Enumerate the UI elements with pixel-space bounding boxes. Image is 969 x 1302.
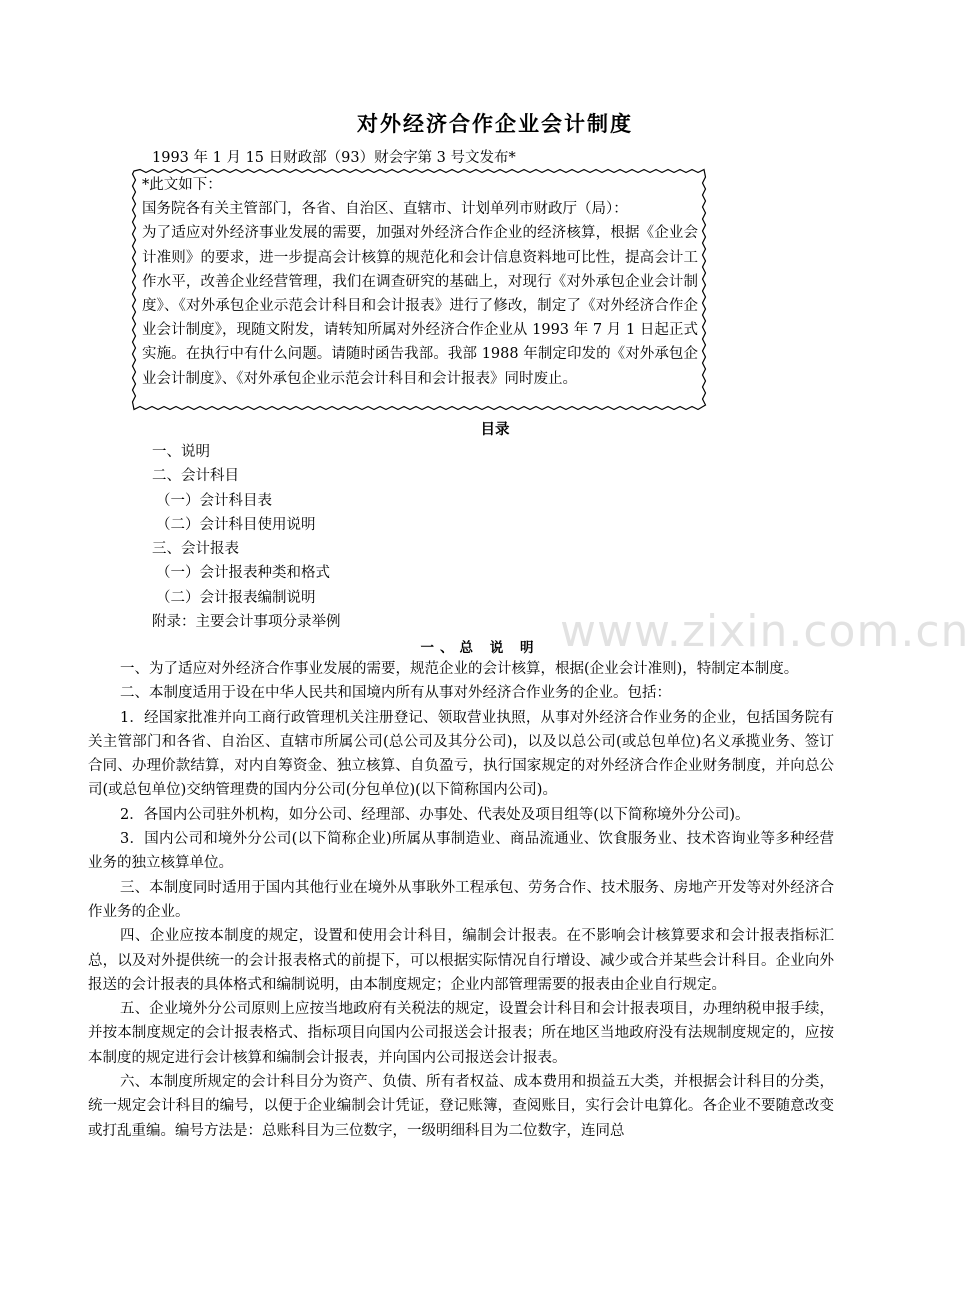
paragraph: 1．经国家批准并向工商行政管理机关注册登记、领取营业执照，从事对外经济合作业务的企业，包括国务院有关主管部门和各省、自治区、直辖市所属公司(总公司及其分公司)，以及以总公司(或总包单位)名义承揽业务、签订合同、办理价款结算，对内自筹资金、独立核算、自负盈亏，执行国家规定的对外经济合作企业财务制度，并向总公司(或总包单位)交纳管理费的国内分公司(分包单位)(以下简称国内公司)。 bbox=[88, 709, 834, 799]
toc-item[interactable]: （二）会计报表编制说明 bbox=[156, 589, 316, 606]
toc-item[interactable]: 二、会计科目 bbox=[152, 468, 239, 485]
paragraph: 二、本制度适用于设在中华人民共和国境内所有从事对外经济合作业务的企业。包括： bbox=[120, 685, 671, 702]
paragraph: 3．国内公司和境外分公司(以下简称企业)所属从事制造业、商品流通业、饮食服务业、技术咨询业等多种经营业务的独立核算单位。 bbox=[88, 831, 834, 872]
notice-box bbox=[130, 167, 708, 412]
toc-item[interactable]: 三、会计报表 bbox=[152, 541, 239, 558]
notice-text bbox=[142, 173, 698, 391]
paragraph: 五、企业境外分公司原则上应按当地政府有关税法的规定，设置会计科目和会计报表项目，办理纳税申报手续，并按本制度规定的会计报表格式、指标项目向国内公司报送会计报表；所在地区当地政府没有法规制度规定的，应按本制度的规定进行会计核算和编制会计报表，并向国内公司报送会计报表。 bbox=[88, 1001, 834, 1066]
watermark: www.zixin.com.cn bbox=[560, 606, 969, 657]
toc-item[interactable]: 附录：主要会计事项分录举例 bbox=[152, 614, 341, 631]
toc-item[interactable]: （一）会计报表种类和格式 bbox=[156, 565, 330, 582]
paragraph: 六、本制度所规定的会计科目分为资产、负债、所有者权益、成本费用和损益五大类，并根据会计科目的分类，统一规定会计科目的编号，以便于企业编制会计凭证，登记账簿，查阅账目，实行会计电算化。各企业不要随意改变或打乱重编。编号方法是：总账科目为三位数字，一级明细科目为二位数字，连同总 bbox=[88, 1074, 834, 1139]
toc-title: 目录 bbox=[480, 422, 510, 438]
paragraph: 2．各国内公司驻外机构，如分公司、经理部、办事处、代表处及项目组等(以下简称境外分公司)。 bbox=[120, 806, 750, 823]
section-title: 一、总 说 明 bbox=[420, 640, 540, 656]
toc-item[interactable]: （一）会计科目表 bbox=[156, 492, 272, 509]
table-of-contents bbox=[152, 440, 341, 634]
paragraph: 四、企业应按本制度的规定，设置和使用会计科目，编制会计报表。在不影响会计核算要求和会计报表指标汇总，以及对外提供统一的会计报表格式的前提下，可以根据实际情况自行增设、减少或合并某些会计科目。企业向外报送的会计报表的具体格式和编制说明，由本制度规定；企业内部管理需要的报表由企业自行规定。 bbox=[88, 928, 834, 993]
section-body bbox=[88, 657, 834, 1143]
document-title: 对外经济合作企业会计制度 bbox=[357, 112, 633, 136]
document-subtitle: 1993 年 1 月 15 日财政部（93）财会字第 3 号文发布* bbox=[152, 150, 516, 166]
notice-line: *此文如下： bbox=[142, 177, 222, 193]
paragraph: 一、为了适应对外经济合作事业发展的需要，规范企业的会计核算，根据(企业会计准则)，特制定本制度。 bbox=[120, 661, 799, 677]
paragraph: 三、本制度同时适用于国内其他行业在境外从事耿外工程承包、劳务合作、技术服务、房地产开发等对外经济合作业务的企业。 bbox=[88, 879, 834, 920]
notice-line: 国务院各有关主管部门，各省、自治区、直辖市、计划单列市财政厅（局）： bbox=[142, 201, 628, 218]
notice-line: 为了适应对外经济事业发展的需要，加强对外经济合作企业的经济核算，根据《企业会计准则》的要求，进一步提高会计核算的规范化和会计信息资料地可比性，提高会计工作水平，改善企业经营管理，我们在调查研究的基础上，对现行《对外承包企业会计制度》、《对外承包企业示范会计科目和会计报表》进行了修改，制定了《对外经济合作企业会计制度》，现随文附发，请转知所属对外经济合作企业从 1993 年 7 月 1 日起正式实施。在执行中有什么问题。请随时函告我部。我部 1988 年制定印发的《对外承包企业会计制度》、《对外承包企业示范会计科目和会计报表》同时废止。 bbox=[142, 225, 698, 387]
toc-item[interactable]: 一、说明 bbox=[152, 444, 210, 460]
toc-item[interactable]: （二）会计科目使用说明 bbox=[156, 516, 316, 533]
